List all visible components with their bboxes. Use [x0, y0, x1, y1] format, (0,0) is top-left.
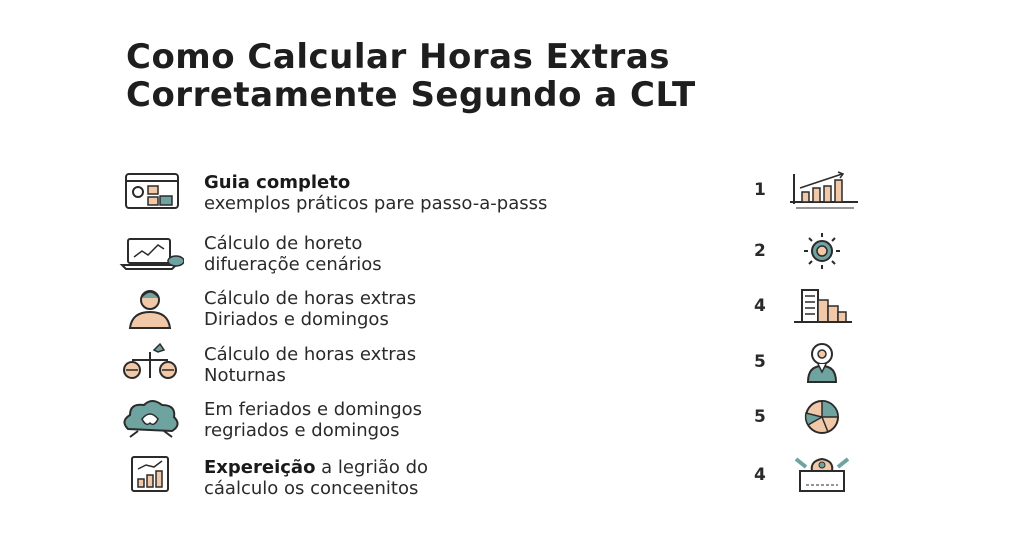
- building-icon: [782, 282, 862, 332]
- list-item: [118, 455, 878, 503]
- item-text: [204, 288, 416, 330]
- item-title-rest: Cálculo de horas extras: [204, 288, 417, 309]
- laptop-chart-icon: [118, 231, 184, 277]
- item-subtitle: exemplos práticos pare passo-a-passs: [204, 193, 548, 214]
- scale-icon: [118, 342, 184, 388]
- item-title-rest: a legrião do: [315, 457, 429, 478]
- list-item: [118, 397, 878, 445]
- sun-icon: [782, 227, 862, 277]
- item-subtitle: regriados e domingos: [204, 420, 400, 441]
- user-badge-icon: [782, 338, 862, 388]
- item-number: 5: [754, 407, 766, 427]
- item-title: Guia completo: [204, 172, 351, 193]
- item-text: [204, 457, 428, 499]
- item-title: Expereição: [204, 457, 316, 478]
- list-item: [118, 231, 878, 279]
- item-number: 4: [754, 296, 766, 316]
- page-title: [126, 38, 696, 114]
- item-title-rest: Cálculo de horas extras: [204, 344, 417, 365]
- money-bag-icon: [782, 451, 862, 501]
- pie-chart-icon: [782, 393, 862, 443]
- cloud-icon: [118, 397, 184, 443]
- list-item: [118, 342, 878, 390]
- bar-chart-icon: [782, 166, 862, 216]
- item-text: [204, 399, 422, 441]
- dashboard-icon: [118, 170, 184, 216]
- item-number: 4: [754, 465, 766, 485]
- title-line-1: Como Calcular Horas Extras: [126, 37, 671, 77]
- list-item: [118, 286, 878, 334]
- item-number: 1: [754, 180, 766, 200]
- item-number: 2: [754, 241, 766, 261]
- item-text: [204, 233, 382, 275]
- item-number: 5: [754, 352, 766, 372]
- report-chart-icon: [118, 455, 184, 501]
- item-text: [204, 172, 547, 214]
- item-subtitle: Noturnas: [204, 365, 286, 386]
- person-icon: [118, 286, 184, 332]
- item-subtitle: Diriados e domingos: [204, 309, 389, 330]
- item-subtitle: difuerаçõe cenários: [204, 254, 382, 275]
- title-line-2: Corretamente Segundo a CLT: [126, 75, 696, 115]
- item-title-rest: Cálculo de horeto: [204, 233, 363, 254]
- list-item: [118, 170, 878, 218]
- item-text: [204, 344, 416, 386]
- item-title-rest: Em feriados e domingos: [204, 399, 423, 420]
- item-subtitle: cáalculo os conceenitos: [204, 478, 419, 499]
